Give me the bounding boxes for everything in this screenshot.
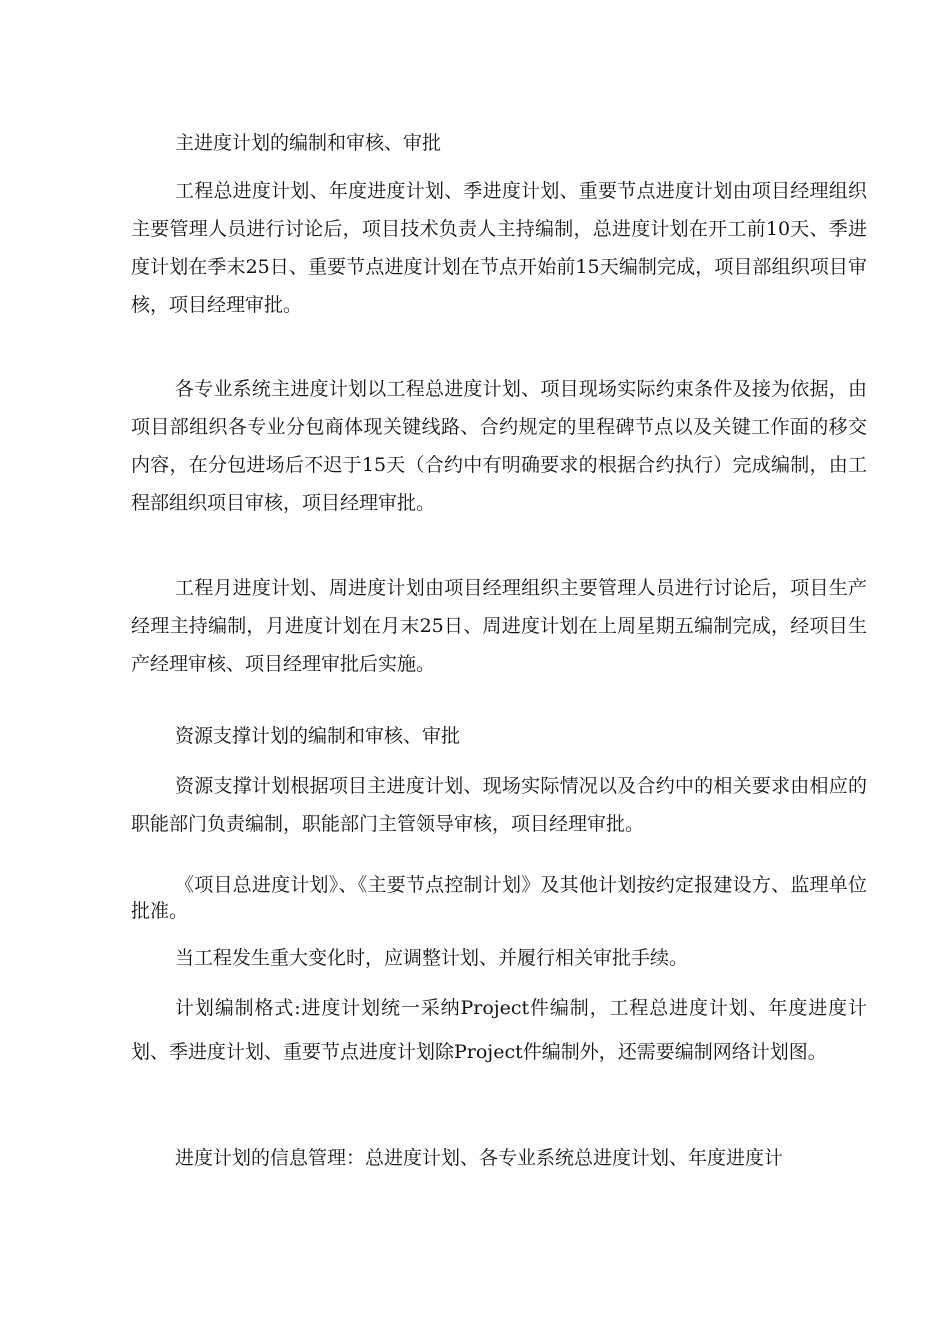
paragraph-plan-approval: 《项目总进度计划》、《主要节点控制计划》及其他计划按约定报建设方、监理单位批准。 (131, 874, 867, 922)
paragraph-specialty-schedule: 各专业系统主进度计划以工程总进度计划、项目现场实际约束条件及接为依据，由项目部组织各专业分包商体现关键线路、合约规定的里程碑节点以及关键工作面的移交内容，在分包进场后不迟于15天（合约中有明确要求的根据合约执行）完成编制，由工程部组织项目审核，项目经理审批。 (131, 378, 867, 514)
heading-master-schedule: 主进度计划的编制和审核、审批 (175, 132, 442, 154)
heading-resource-plan: 资源支撑计划的编制和审核、审批 (175, 725, 461, 747)
paragraph-plan-format: 计划编制格式:进度计划统一采纳Project件编制，工程总进度计划、年度进度计划、季进度计划、重要节点进度计划除Project件编制外，还需要编制网络计划图。 (131, 997, 867, 1063)
paragraph-resource-plan: 资源支撑计划根据项目主进度计划、现场实际情况以及合约中的相关要求由相应的职能部门负责编制，职能部门主管领导审核，项目经理审批。 (131, 775, 867, 835)
paragraph-master-schedule-preparation: 工程总进度计划、年度进度计划、季进度计划、重要节点进度计划由项目经理组织主要管理人员进行讨论后，项目技术负责人主持编制，总进度计划在开工前10天、季进度计划在季末25日、重要节点进度计划在节点开始前15天编制完成，项目部组织项目审核，项目经理审批。 (131, 180, 867, 316)
paragraph-schedule-information: 进度计划的信息管理：总进度计划、各专业系统总进度计划、年度进度计 (175, 1147, 784, 1169)
paragraph-plan-adjustment: 当工程发生重大变化时，应调整计划、并履行相关审批手续。 (175, 947, 689, 969)
paragraph-monthly-weekly-schedule: 工程月进度计划、周进度计划由项目经理组织主要管理人员进行讨论后，项目生产经理主持编制，月进度计划在月末25日、周进度计划在上周星期五编制完成，经项目生产经理审核、项目经理审批后实施。 (131, 577, 867, 675)
